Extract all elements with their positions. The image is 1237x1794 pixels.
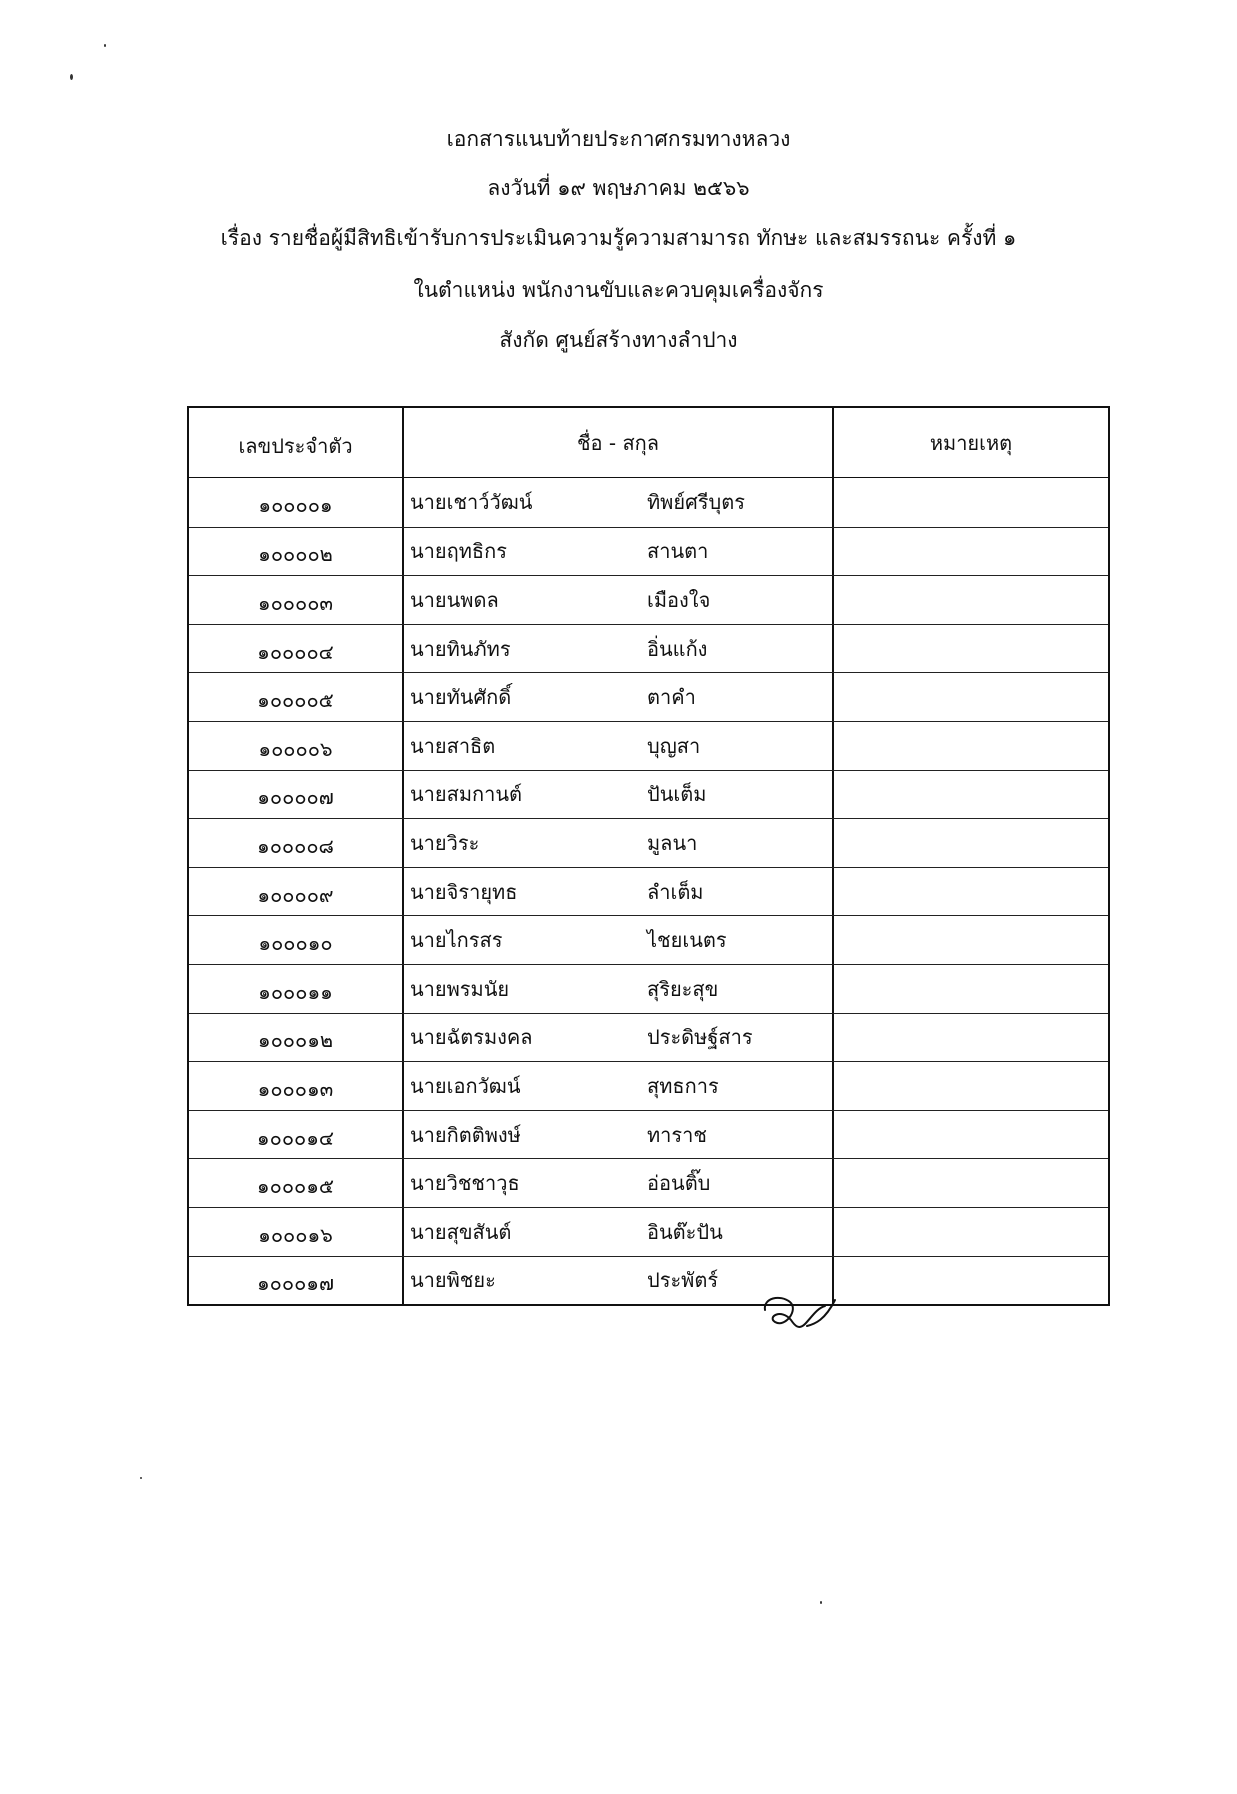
- last-name: ปันเต็ม: [647, 782, 707, 807]
- cell-id: ๑๐๐๐๑๒: [189, 1014, 404, 1062]
- scan-speck: [70, 74, 73, 80]
- last-name: อิ่นแก้ง: [647, 636, 708, 661]
- cell-name: [404, 1159, 834, 1207]
- cell-name: [404, 722, 834, 770]
- cell-name: [404, 965, 834, 1013]
- cell-name: [404, 625, 834, 673]
- last-name: ทิพย์ศรีบุตร: [647, 490, 745, 515]
- document-subject: เรื่อง รายชื่อผู้มีสิทธิเข้ารับการประเมินความรู้ความสามารถ ทักษะ และสมรรถนะ ครั้งที่ ๑: [220, 226, 1017, 250]
- table-row: [189, 1256, 1108, 1305]
- first-name: นายจิรายุทธ: [410, 879, 518, 904]
- table-row: [189, 1207, 1108, 1256]
- table-row: [189, 624, 1108, 673]
- table-row: [189, 770, 1108, 819]
- cell-note: [834, 1111, 1108, 1159]
- cell-id: ๑๐๐๐๑๓: [189, 1062, 404, 1110]
- last-name: สุริยะสุข: [647, 976, 719, 1001]
- last-name: ลำเต็ม: [647, 879, 704, 904]
- cell-name: [404, 771, 834, 819]
- cell-name: [404, 478, 834, 527]
- document-date: ลงวันที่ ๑๙ พฤษภาคม ๒๕๖๖: [487, 176, 750, 200]
- first-name: นายทินภัทร: [410, 636, 511, 661]
- table-body: [189, 478, 1108, 1304]
- cell-id: ๑๐๐๐๑๐: [189, 916, 404, 964]
- first-name: นายไกรสร: [410, 928, 503, 953]
- cell-note: [834, 1159, 1108, 1207]
- scan-speck: [140, 1477, 142, 1479]
- table-row: [189, 575, 1108, 624]
- last-name: สุทธการ: [647, 1073, 719, 1098]
- cell-id: ๑๐๐๐๐๖: [189, 722, 404, 770]
- first-name: นายฤทธิกร: [410, 539, 507, 564]
- first-name: นายทันศักดิ์: [410, 685, 512, 710]
- cell-note: [834, 868, 1108, 916]
- signature: [755, 1280, 845, 1340]
- cell-note: [834, 722, 1108, 770]
- cell-name: [404, 1062, 834, 1110]
- last-name: เมืองใจ: [647, 587, 711, 612]
- header-note: หมายเหตุ: [929, 430, 1013, 455]
- candidate-table: [187, 406, 1110, 1306]
- table-row: [189, 478, 1108, 527]
- last-name: ตาคำ: [647, 685, 696, 710]
- last-name: ไชยเนตร: [647, 928, 727, 953]
- first-name: นายสมกานต์: [410, 782, 523, 807]
- cell-note: [834, 1014, 1108, 1062]
- table-row: [189, 915, 1108, 964]
- table-row: [189, 1013, 1108, 1062]
- cell-name: [404, 1014, 834, 1062]
- cell-name: [404, 576, 834, 624]
- last-name: ประพัตร์: [647, 1268, 719, 1293]
- cell-note: [834, 771, 1108, 819]
- last-name: ประดิษฐ์สาร: [647, 1025, 753, 1050]
- header-id: เลขประจำตัว: [189, 408, 404, 477]
- cell-note: [834, 478, 1108, 527]
- cell-id: ๑๐๐๐๑๕: [189, 1159, 404, 1207]
- first-name: นายเอกวัฒน์: [410, 1073, 521, 1098]
- table-row: [189, 527, 1108, 576]
- scan-speck: [820, 1601, 822, 1604]
- first-name: นายนพดล: [410, 587, 499, 612]
- document-title: เอกสารแนบท้ายประกาศกรมทางหลวง: [446, 127, 791, 151]
- table-row: [189, 672, 1108, 721]
- cell-id: ๑๐๐๐๐๕: [189, 673, 404, 721]
- cell-name: [404, 1208, 834, 1256]
- table-row: [189, 818, 1108, 867]
- cell-id: ๑๐๐๐๐๘: [189, 819, 404, 867]
- cell-note: [834, 916, 1108, 964]
- cell-note: [834, 1257, 1108, 1305]
- cell-id: ๑๐๐๐๐๗: [189, 771, 404, 819]
- cell-id: ๑๐๐๐๐๑: [189, 478, 404, 527]
- cell-name: [404, 528, 834, 576]
- cell-note: [834, 625, 1108, 673]
- document-position: ในตำแหน่ง พนักงานขับและควบคุมเครื่องจักร: [413, 278, 824, 302]
- first-name: นายสุขสันต์: [410, 1219, 512, 1244]
- first-name: นายพิชยะ: [410, 1268, 496, 1293]
- last-name: อินต๊ะปัน: [647, 1219, 723, 1244]
- cell-name: [404, 673, 834, 721]
- first-name: นายวิชชาวุธ: [410, 1171, 520, 1196]
- cell-id: ๑๐๐๐๐๓: [189, 576, 404, 624]
- scan-speck: [104, 44, 106, 47]
- cell-note: [834, 673, 1108, 721]
- cell-note: [834, 1208, 1108, 1256]
- cell-id: ๑๐๐๐๐๙: [189, 868, 404, 916]
- cell-id: ๑๐๐๐๑๗: [189, 1257, 404, 1305]
- cell-name: [404, 916, 834, 964]
- table-row: [189, 1110, 1108, 1159]
- header-name: ชื่อ - สกุล: [404, 408, 834, 477]
- cell-id: ๑๐๐๐๑๑: [189, 965, 404, 1013]
- first-name: นายพรมนัย: [410, 976, 510, 1001]
- last-name: มูลนา: [647, 830, 698, 855]
- cell-id: ๑๐๐๐๐๔: [189, 625, 404, 673]
- table-row: [189, 964, 1108, 1013]
- cell-name: [404, 868, 834, 916]
- table-header-row: [189, 408, 1108, 478]
- cell-note: [834, 1062, 1108, 1110]
- first-name: นายกิตติพงษ์: [410, 1122, 521, 1147]
- last-name: บุญสา: [647, 733, 701, 758]
- first-name: นายวิระ: [410, 830, 480, 855]
- cell-note: [834, 965, 1108, 1013]
- cell-id: ๑๐๐๐๐๒: [189, 528, 404, 576]
- first-name: นายเชาว์วัฒน์: [410, 490, 533, 515]
- last-name: อ่อนติ๊บ: [647, 1171, 711, 1196]
- cell-name: [404, 1111, 834, 1159]
- last-name: ทาราช: [647, 1122, 707, 1147]
- cell-note: [834, 576, 1108, 624]
- cell-note: [834, 528, 1108, 576]
- table-row: [189, 1158, 1108, 1207]
- table-row: [189, 867, 1108, 916]
- table-row: [189, 1061, 1108, 1110]
- table-row: [189, 721, 1108, 770]
- cell-id: ๑๐๐๐๑๖: [189, 1208, 404, 1256]
- cell-id: ๑๐๐๐๑๔: [189, 1111, 404, 1159]
- last-name: สานตา: [647, 539, 709, 564]
- document-unit: สังกัด ศูนย์สร้างทางลำปาง: [499, 328, 738, 352]
- cell-name: [404, 819, 834, 867]
- first-name: นายสาธิต: [410, 733, 496, 758]
- first-name: นายฉัตรมงคล: [410, 1025, 533, 1050]
- cell-note: [834, 819, 1108, 867]
